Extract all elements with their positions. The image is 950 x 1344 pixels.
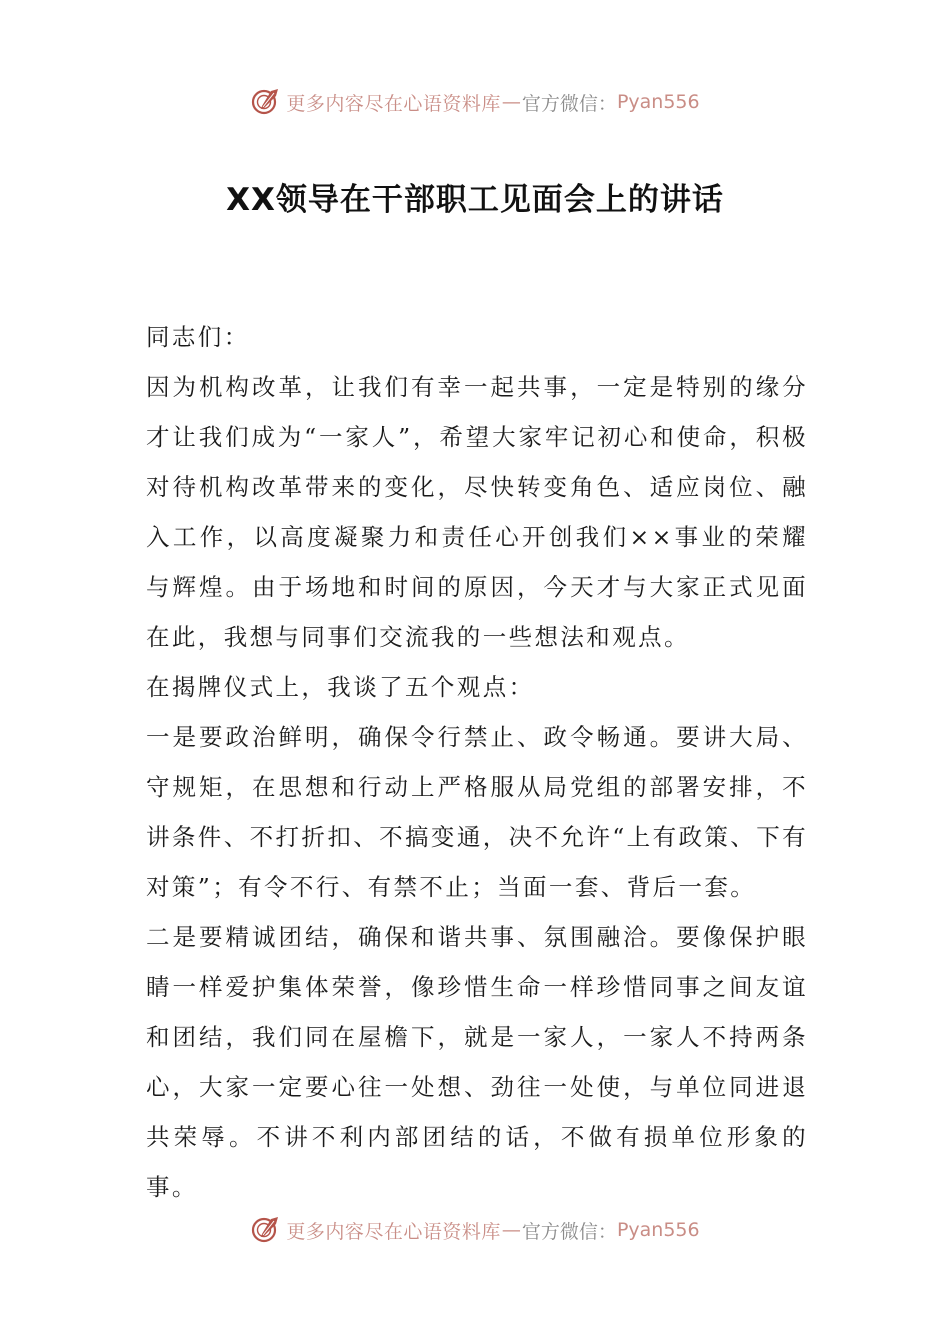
site-text: 更多内容尽在心语资料库 <box>286 1220 501 1243</box>
wechat-label: 官方微信： <box>521 92 617 115</box>
wechat-label: 官方微信： <box>521 1220 617 1243</box>
pen-logo-icon <box>250 1215 280 1245</box>
separator-dash: — <box>501 1219 521 1241</box>
document-body <box>146 312 808 1212</box>
body-paragraph: 二是要精诚团结，确保和谐共事、氛围融洽。要像保护眼睛一样爱护集体荣誉，像珍惜生命一样珍惜同事之间友谊和团结，我们同在屋檐下，就是一家人，一家人不持两条心，大家一定要心往一处想、劲往一处使，与单位同进退共荣辱。不讲不利内部团结的话，不做有损单位形象的事。 <box>146 923 808 1201</box>
footer-watermark-banner <box>0 1210 950 1250</box>
body-paragraph: 一是要政治鲜明，确保令行禁止、政令畅通。要讲大局、守规矩，在思想和行动上严格服从局党组的部署安排，不讲条件、不打折扣、不搞变通，决不允许“上有政策、下有对策”；有令不行、有禁不止；当面一套、背后一套。 <box>146 723 808 901</box>
pen-logo-icon <box>250 87 280 117</box>
wechat-id: Pyan556 <box>616 1219 700 1241</box>
salutation: 同志们： <box>146 323 250 351</box>
body-paragraph: 因为机构改革，让我们有幸一起共事，一定是特别的缘分才让我们成为“一家人”，希望大家牢记初心和使命，积极对待机构改革带来的变化，尽快转变角色、适应岗位、融入工作，以高度凝聚力和责任心开创我们××事业的荣耀与辉煌。由于场地和时间的原因，今天才与大家正式见面在此，我想与同事们交流我的一些想法和观点。 <box>146 373 808 651</box>
body-paragraph: 在揭牌仪式上，我谈了五个观点： <box>146 673 535 701</box>
site-text: 更多内容尽在心语资料库 <box>286 92 501 115</box>
separator-dash: — <box>501 91 521 113</box>
document-title: XX领导在干部职工见面会上的讲话 <box>226 182 724 218</box>
header-watermark-banner <box>0 82 950 122</box>
wechat-id: Pyan556 <box>616 91 700 113</box>
